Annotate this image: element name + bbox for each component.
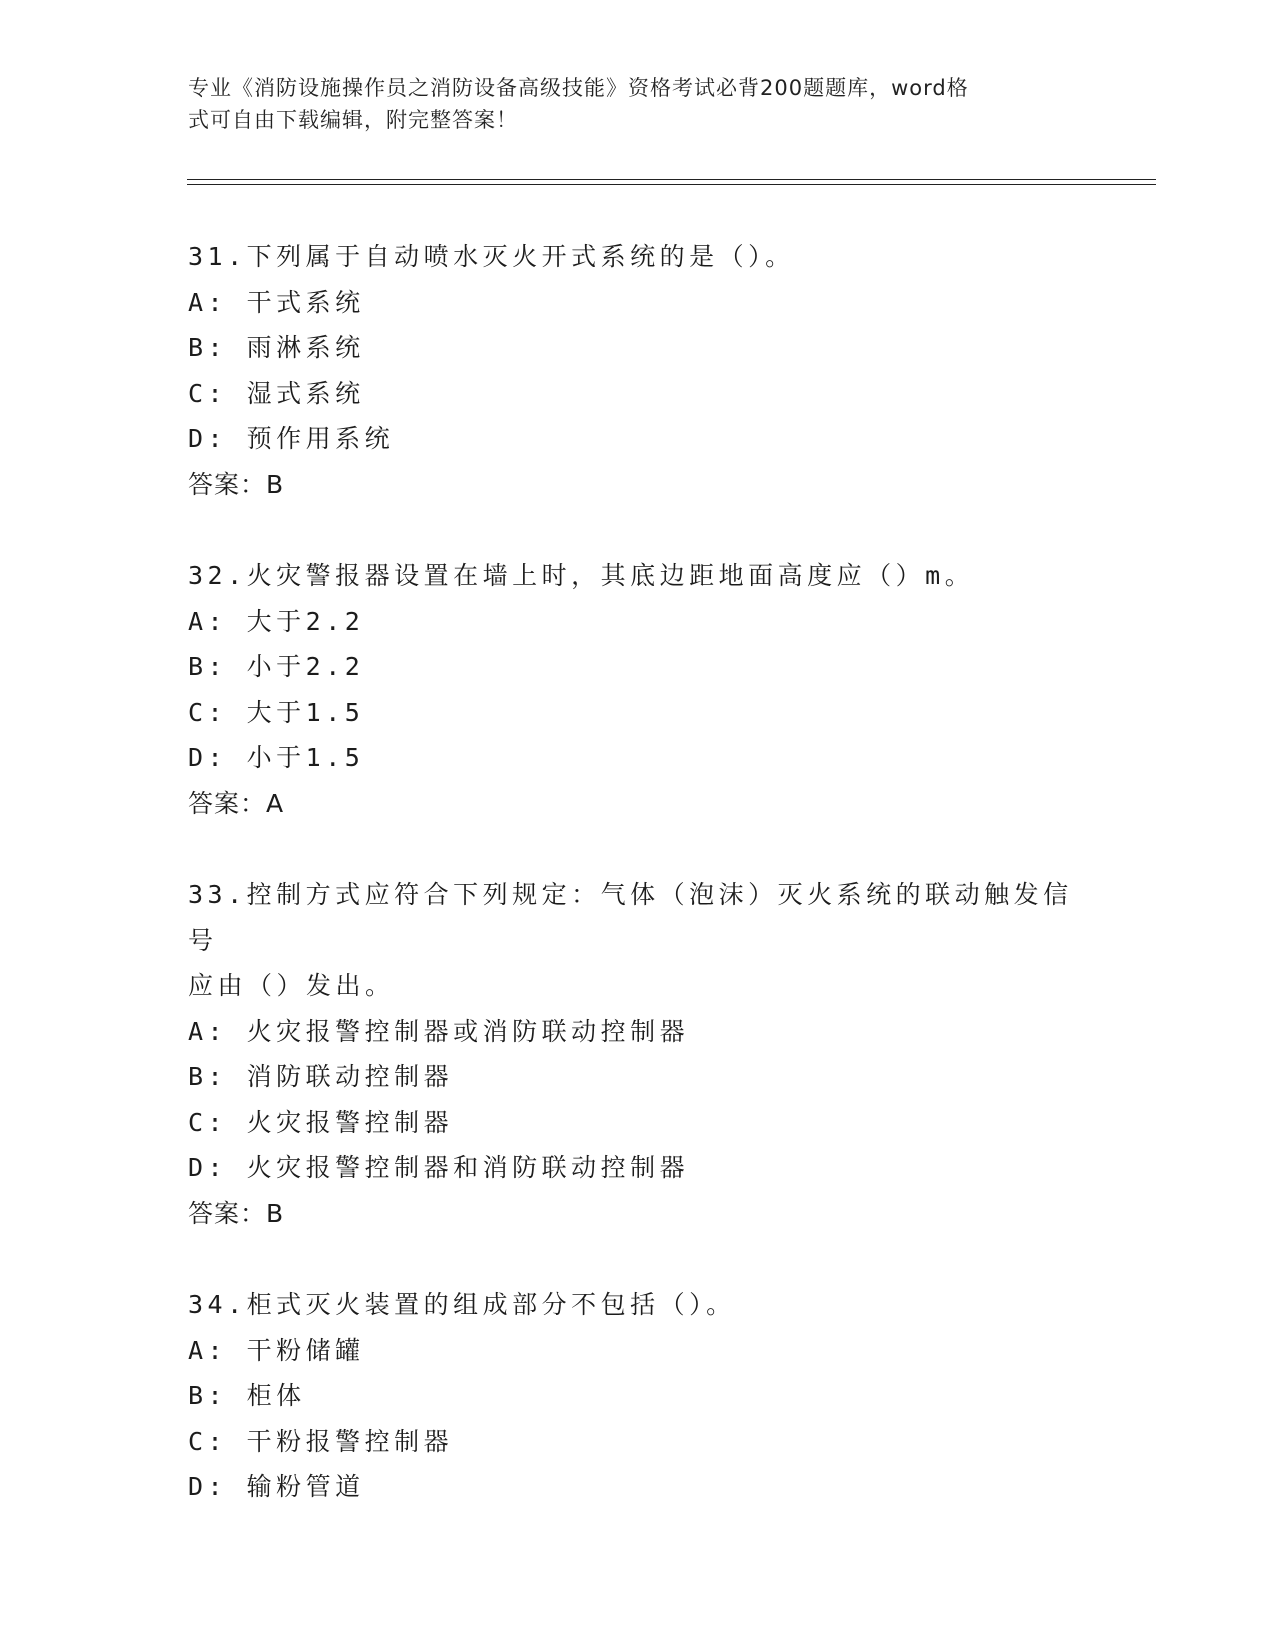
option-b: B: 柜体 xyxy=(188,1381,306,1410)
question-stem: 31.下列属于自动喷水灭火开式系统的是（）。 xyxy=(188,242,795,271)
answer-label: 答案：B xyxy=(188,469,285,499)
option-a: A: 干式系统 xyxy=(188,287,365,317)
question-stem: 32.火灾警报器设置在墙上时，其底边距地面高度应（）m。 xyxy=(188,561,975,590)
option-c: C: 大于1.5 xyxy=(188,697,365,727)
answer-label: 答案：B xyxy=(188,1198,285,1228)
option-b: B: 小于2.2 xyxy=(188,652,365,681)
question-stem-line-2: 应由（）发出。 xyxy=(188,971,395,1000)
option-b: B: 消防联动控制器 xyxy=(188,1062,454,1091)
option-d: D: 小于1.5 xyxy=(188,743,365,772)
header-line-1: 专业《消防设施操作员之消防设备高级技能》资格考试必背200题题库，word格 xyxy=(188,76,969,100)
option-c: C: 湿式系统 xyxy=(188,378,365,408)
option-d: D: 预作用系统 xyxy=(188,424,395,453)
option-c: C: 火灾报警控制器 xyxy=(188,1107,454,1137)
option-d: D: 输粉管道 xyxy=(188,1472,365,1501)
option-b: B: 雨淋系统 xyxy=(188,333,365,362)
option-a: A: 大于2.2 xyxy=(188,606,365,636)
option-a: A: 干粉储罐 xyxy=(188,1335,365,1365)
question-34 xyxy=(188,1282,1088,1510)
question-32 xyxy=(188,553,1088,826)
option-d: D: 火灾报警控制器和消防联动控制器 xyxy=(188,1153,690,1182)
answer-label: 答案：A xyxy=(188,788,285,818)
document-header xyxy=(188,72,1068,136)
question-31 xyxy=(188,234,1088,507)
question-33 xyxy=(188,872,1088,1236)
option-a: A: 火灾报警控制器或消防联动控制器 xyxy=(188,1016,690,1046)
header-divider-bottom xyxy=(187,184,1156,185)
question-stem: 34.柜式灭火装置的组成部分不包括（）。 xyxy=(188,1290,736,1319)
header-divider-top xyxy=(187,179,1156,180)
header-line-2: 式可自由下载编辑，附完整答案！ xyxy=(188,108,518,132)
question-stem-line-1: 33.控制方式应符合下列规定：气体（泡沫）灭火系统的联动触发信号 xyxy=(188,880,1073,955)
option-c: C: 干粉报警控制器 xyxy=(188,1426,454,1456)
question-list xyxy=(188,234,1088,1556)
